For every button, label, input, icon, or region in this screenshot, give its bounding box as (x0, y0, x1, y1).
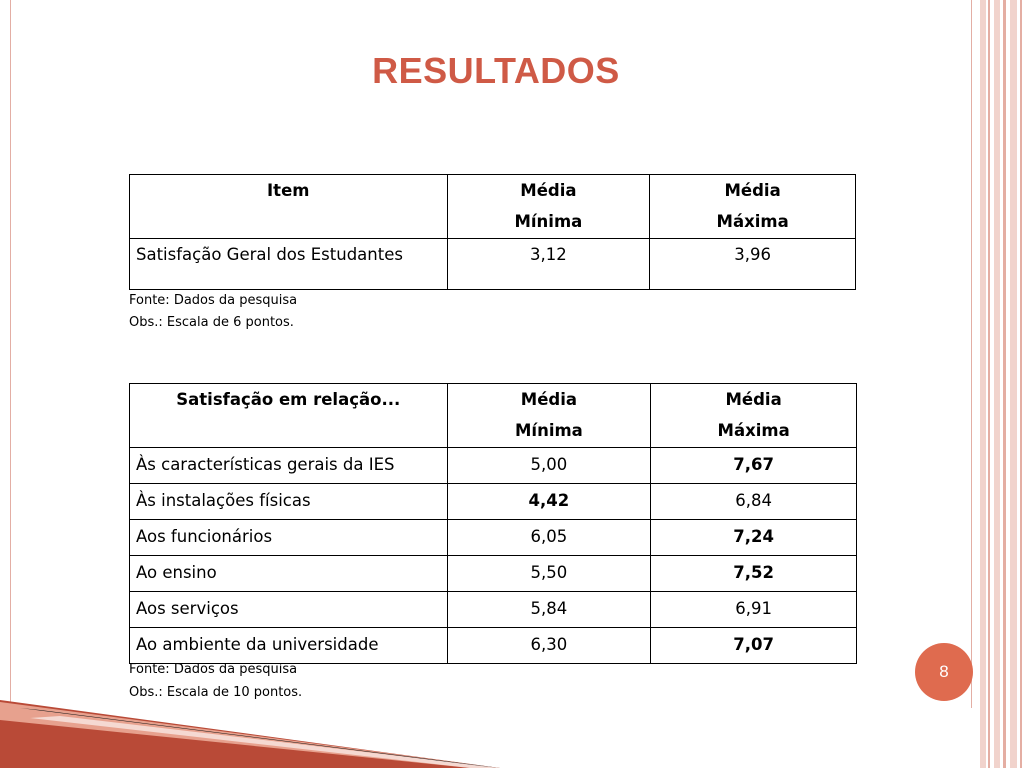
max-average-cell: 7,67 (651, 448, 857, 484)
table-header-row (130, 384, 857, 448)
table2-source: Fonte: Dados da pesquisa (129, 662, 298, 677)
min-average-cell: 5,50 (447, 556, 651, 592)
column-header (651, 384, 857, 448)
table-general-satisfaction (129, 174, 856, 290)
column-header-text: Máxima (716, 212, 789, 231)
column-header-text: Média (725, 390, 782, 409)
max-average-cell: 7,24 (651, 520, 857, 556)
column-header (650, 175, 856, 239)
column-header (447, 175, 650, 239)
table-row (130, 592, 857, 628)
max-average-cell: 7,07 (651, 628, 857, 664)
decorative-stripes (976, 0, 1024, 768)
table-row (130, 484, 857, 520)
column-header (447, 384, 651, 448)
row-label: Às instalações físicas (130, 484, 448, 520)
table-header-row (130, 175, 856, 239)
min-average-cell: 6,05 (447, 520, 651, 556)
page-number-badge: 8 (915, 643, 973, 701)
column-header-text: Média (520, 181, 577, 200)
min-average-cell: 5,84 (447, 592, 651, 628)
column-header-text: Média (724, 181, 781, 200)
column-header (130, 384, 448, 448)
max-average-cell: 6,91 (651, 592, 857, 628)
table1-note: Obs.: Escala de 6 pontos. (129, 315, 294, 330)
row-label: Ao ambiente da universidade (130, 628, 448, 664)
column-header-text: Mínima (514, 212, 583, 231)
table-row (130, 628, 857, 664)
row-label: Às características gerais da IES (130, 448, 448, 484)
row-label: Satisfação Geral dos Estudantes (130, 239, 448, 290)
min-average-cell: 3,12 (447, 239, 650, 290)
column-header-text: Mínima (515, 421, 583, 440)
min-average-cell: 6,30 (447, 628, 651, 664)
column-header (130, 175, 448, 239)
max-average-cell: 3,96 (650, 239, 856, 290)
max-average-cell: 6,84 (651, 484, 857, 520)
table-row (130, 520, 857, 556)
column-header-text: Item (267, 181, 310, 200)
min-average-cell: 4,42 (447, 484, 651, 520)
table-row (130, 239, 856, 290)
table-satisfaction-by-aspect (129, 383, 857, 664)
table-row (130, 556, 857, 592)
table1-source: Fonte: Dados da pesquisa (129, 293, 298, 308)
page-title: RESULTADOS (372, 50, 620, 91)
column-header-text: Máxima (717, 421, 790, 440)
max-average-cell: 7,52 (651, 556, 857, 592)
table2-note: Obs.: Escala de 10 pontos. (129, 685, 303, 700)
decorative-swoosh (0, 700, 500, 768)
column-header-text: Satisfação em relação... (176, 390, 401, 409)
row-label: Aos serviços (130, 592, 448, 628)
min-average-cell: 5,00 (447, 448, 651, 484)
column-header-text: Média (520, 390, 578, 409)
row-label: Ao ensino (130, 556, 448, 592)
table-row (130, 448, 857, 484)
row-label: Aos funcionários (130, 520, 448, 556)
